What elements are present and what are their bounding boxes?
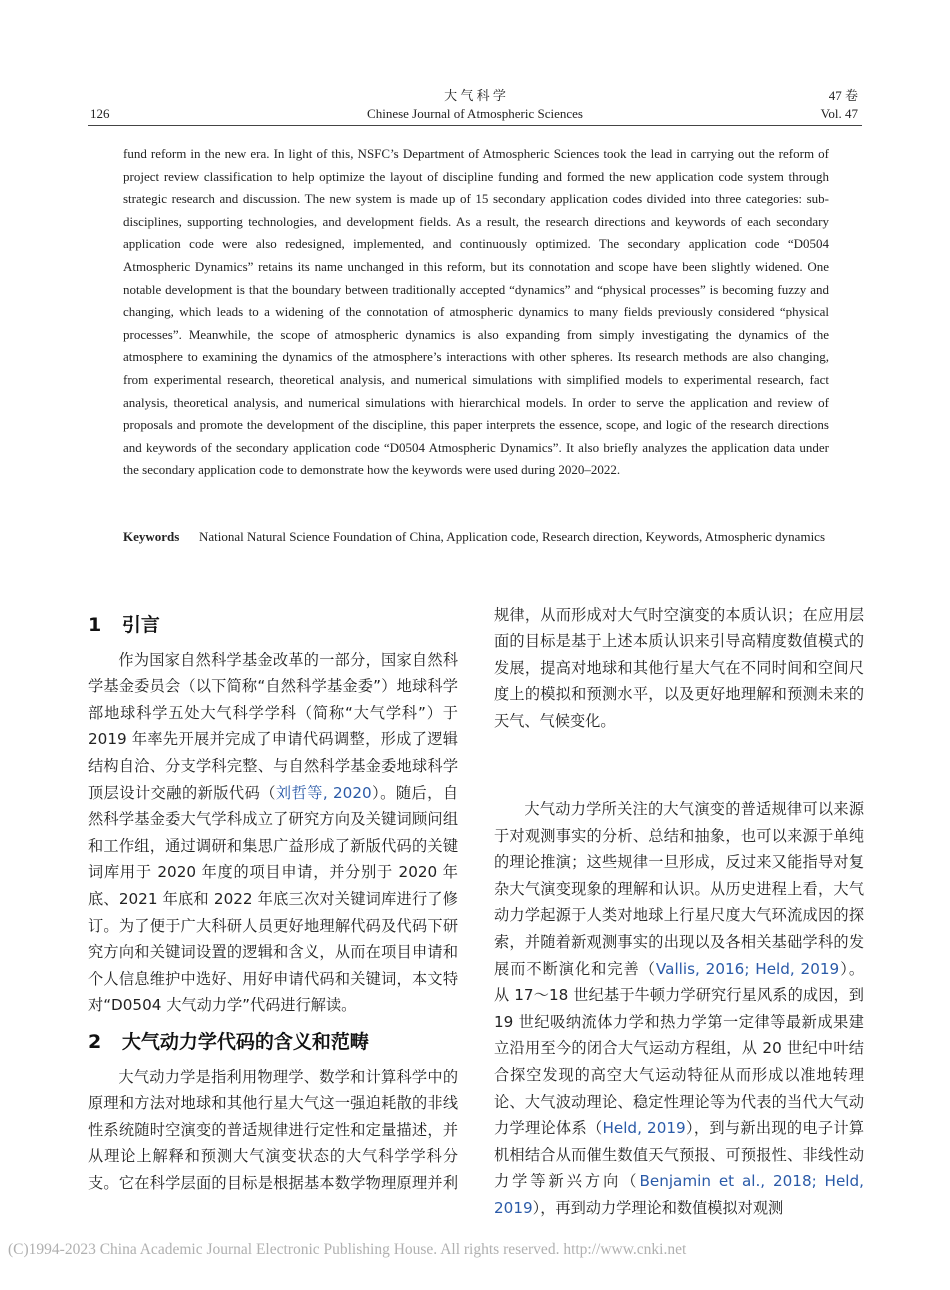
- section-2-p1-right-part: [494, 604, 864, 790]
- left-column: [88, 612, 458, 1200]
- section-1-title: 引言: [121, 614, 160, 636]
- section-2-heading: [88, 1029, 458, 1056]
- section-2-text-b: ）。从 17～18 世纪基于牛顿力学研究行星风系的成因，到 19 世纪吸纳流体力学和热力学第一定律等最新成果建立沿用至今的闭合大气运动方程组，从 20 世纪中叶结合探空发现的高空大气运动特征从而形成以准地转理论、大气波动理论、稳定性理论等为代表的当代大气动力学理论体系（: [494, 959, 865, 1138]
- section-2-paragraph-2: [494, 796, 864, 1222]
- keywords-value: National Natural Science Foundation of China, Application code, Research direction, Keywords, Atmospheric dynamics: [199, 529, 826, 544]
- section-2-number: 2: [88, 1030, 102, 1053]
- section-2-p1-left-part: [88, 1064, 458, 1200]
- volume-cn: 47 卷: [828, 88, 858, 103]
- section-1-paragraph: [88, 647, 458, 1019]
- section-2-text-d: ），再到动力学理论和数值模拟对观测: [532, 1198, 784, 1217]
- section-1-heading: [88, 612, 458, 639]
- volume-en: Vol. 47: [820, 106, 858, 121]
- section-2-paragraph-1: 大气动力学是指利用物理学、数学和计算科学中的原理和方法对地球和其他行星大气这一强迫耗散的非线性系统随时空演变的普适规律进行定性和定量描述，并从理论上解释和预测大气演变状态的大气科学学科分支。它在科学层面的目标是根据基本数学物理原理并利: [88, 1067, 458, 1192]
- header-rule: [88, 125, 862, 126]
- keywords: [123, 526, 829, 549]
- abstract-text: fund reform in the new era. In light of this, NSFC’s Department of Atmospheric Sciences took the lead in carrying out the reform of project review classification to help optimize the layout of discipline funding and formed the new application code system through strategic research and discussion. The new system is made up of 15 secondary application codes divided into three categories: sub-disciplines, supporting technologies, and development fields. As a result, the research directions and keywords of each secondary application code were also redesigned, implemented, and continuously optimized. The secondary application code “D0504 Atmospheric Dynamics” retains its name unchanged in this reform, but its connotation and scope have been slightly widened. One notable development is that the boundary between traditionally accepted “dynamics” and “physical processes” is becoming fuzzy and changing, which leads to a widening of the connotation of atmospheric dynamics to many fields previously considered “physical processes”. Meanwhile, the scope of atmospheric dynamics is also expanding from simply investigating the dynamics of the atmosphere to examining the dynamics of the atmosphere’s interactions with other spheres. Its research methods are also changing, from experimental research, theoretical analysis, and numerical simulations with simplified models to experimental research, fact analysis, theoretical analysis, and numerical simulations with hierarchical models. In order to serve the application and review of proposals and promote the development of the discipline, this paper interprets the essence, scope, and logic of the research directions and keywords of the secondary application code “D0504 Atmospheric Dynamics”. It also briefly analyzes the application data under the secondary application code to demonstrate how the keywords were used during 2020–2022.: [123, 146, 829, 478]
- citation-liu-2020[interactable]: 刘哲等, 2020: [275, 783, 372, 802]
- section-2-paragraph-1-continued: [494, 604, 864, 735]
- citation-benjamin-held[interactable]: Benjamin et al., 2018; Held, 2019: [494, 1172, 864, 1217]
- section-2-title: 大气动力学代码的含义和范畴: [121, 1030, 369, 1053]
- section-2-text-c: ），到与新出现的电子计算机相结合从而催生数值天气预报、可预报性、非线性动力学等新兴方向（: [494, 1119, 865, 1191]
- journal-title-cn: 大 气 科 学: [444, 88, 506, 103]
- keywords-label: Keywords: [123, 529, 180, 544]
- journal-title-en: Chinese Journal of Atmospheric Sciences: [367, 106, 583, 121]
- section-2-paragraph-1-continued-text: 规律，从而形成对大气时空演变的本质认识；在应用层面的目标是基于上述本质认识来引导高精度数值模式的发展，提高对地球和其他行星大气在不同时间和空间尺度上的模拟和预测水平，以及更好地理解和预测未来的天气、气候变化。: [494, 605, 864, 730]
- citation-held-2019[interactable]: Held, 2019: [602, 1119, 686, 1138]
- page-number: 126: [90, 106, 110, 121]
- citation-vallis-held[interactable]: Vallis, 2016; Held, 2019: [655, 959, 840, 978]
- right-column: [494, 604, 864, 1222]
- section-2-text-a: 大气动力学所关注的大气演变的普适规律可以来源于对观测事实的分析、总结和抽象，也可以来源于单纯的理论推演；这些规律一旦形成，反过来又能指导对复杂大气演变现象的理解和认识。从历史进程上看，大气动力学起源于人类对地球上行星尺度大气环流成因的探索，并随着新观测事实的出现以及各相关基础学科的发展而不断演化和完善（: [494, 800, 864, 978]
- copyright-footer: (C)1994-2023 China Academic Journal Electronic Publishing House. All rights reserved. http://www.cnki.net: [8, 1241, 687, 1258]
- section-1-text-b: ）。随后，自然科学基金委大气学科成立了研究方向及关键词顾问组和工作组，通过调研和集思广益形成了新版代码的关键词库用于 2020 年度的项目申请，并分别于 2020 年底、2021 年底和 2022 年底三次对关键词库进行了修订。为了便于广大科研人员更好地理解代码及代码下研究方向和关键词设置的逻辑和含义，从而在项目申请和个人信息维护中选好、用好申请代码和关键词，本文特对“D0504 大气动力学”代码进行解读。: [88, 783, 459, 1015]
- section-1-number: 1: [88, 614, 102, 636]
- section-1-text-a: 作为国家自然科学基金改革的一部分，国家自然科学基金委员会（以下简称“自然科学基金委”）地球科学部地球科学五处大气科学学科（简称“大气学科”）于 2019 年率先开展并完成了申请代码调整，形成了逻辑结构自洽、分支学科完整、与自然科学基金委地球科学顶层设计交融的新版代码（: [88, 650, 458, 802]
